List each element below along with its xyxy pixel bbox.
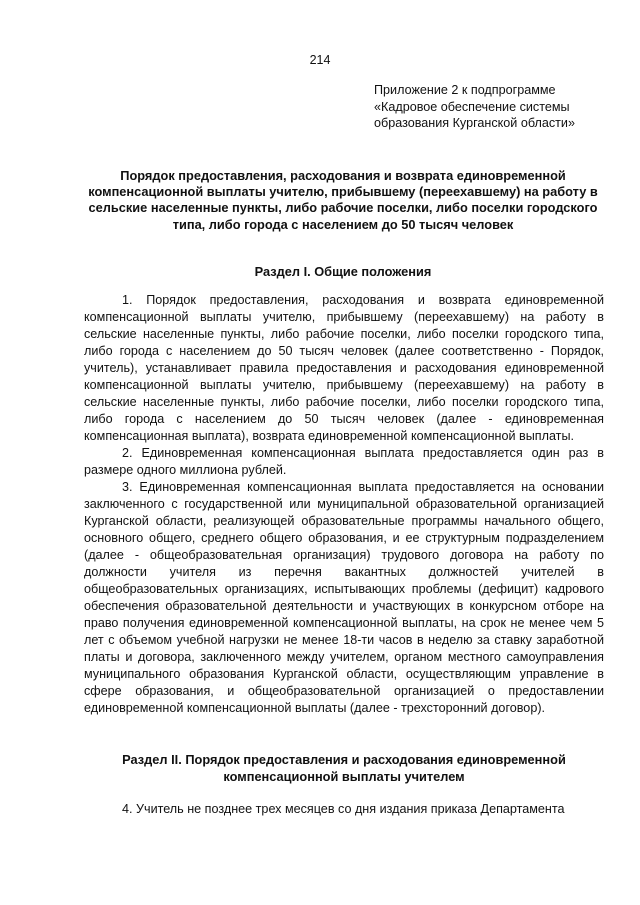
annex-reference bbox=[374, 82, 624, 132]
paragraph-4: 4. Учитель не позднее трех месяцев со дня издания приказа Департамента bbox=[122, 802, 565, 816]
annex-line: образования Курганской области» bbox=[374, 116, 575, 130]
annex-line: Приложение 2 к подпрограмме bbox=[374, 83, 556, 97]
paragraph-2: 2. Единовременная компенсационная выплата предоставляется один раз в размере одного миллиона рублей. bbox=[84, 446, 604, 477]
paragraph-3: 3. Единовременная компенсационная выплата предоставляется на основании заключенного с государственной или муниципальной образовательной организацией Курганской области, реализующей образовательные программы начального общего, основного общего, среднего общего образования, и ее структурным подразделением (далее - общеобразовательная организация) трудового договора на работу по должности учителя из перечня вакантных должностей учителей в общеобразовательных организациях, испытывающих проблемы (дефицит) кадрового обеспечения образовательной деятельности и участвующих в конкурсном отборе на право получения единовременной компенсационной выплаты, на срок не менее чем 5 лет с объемом учебной нагрузки не менее 18-ти часов в неделю за ставку заработной платы и договора, заключенного между учителем, органом местного самоуправления муниципального образования Курганской области, осуществляющим управление в сфере образования, и общеобразовательной организацией о предоставлении единовременной компенсационной выплаты (далее - трехсторонний договор). bbox=[84, 480, 604, 715]
section-general-body bbox=[84, 292, 604, 717]
document-title: Порядок предоставления, расходования и возврата единовременной компенсационной выплаты учителю, прибывшему (переехавшему) на работу в сельские населенные пункты, либо рабочие поселки, либо поселки городского типа, либо города с населением до 50 тысяч человек bbox=[88, 168, 598, 232]
page-number: 214 bbox=[309, 53, 331, 67]
section-heading-procedure: Раздел II. Порядок предоставления и расходования единовременной компенсационной выплаты учителем bbox=[122, 752, 566, 784]
paragraph-1: 1. Порядок предоставления, расходования и возврата единовременной компенсационной выплаты учителю, прибывшему (переехавшему) на работу в сельские населенные пункты, либо рабочие поселки, либо поселки городского типа, либо города с населением до 50 тысяч человек (далее соответственно - Порядок, учитель), устанавливает правила предоставления и расходования единовременной компенсационной выплаты учителю, прибывшему (переехавшему) на работу в сельские населенные пункты, либо рабочие поселки, либо поселки городского типа, либо города с населением до 50 тысяч человек (далее - единовременная компенсационная выплата), возврата единовременной компенсационной выплаты. bbox=[84, 293, 604, 443]
annex-line: «Кадровое обеспечение системы bbox=[374, 99, 570, 114]
section-heading-general: Раздел I. Общие положения bbox=[254, 264, 432, 279]
